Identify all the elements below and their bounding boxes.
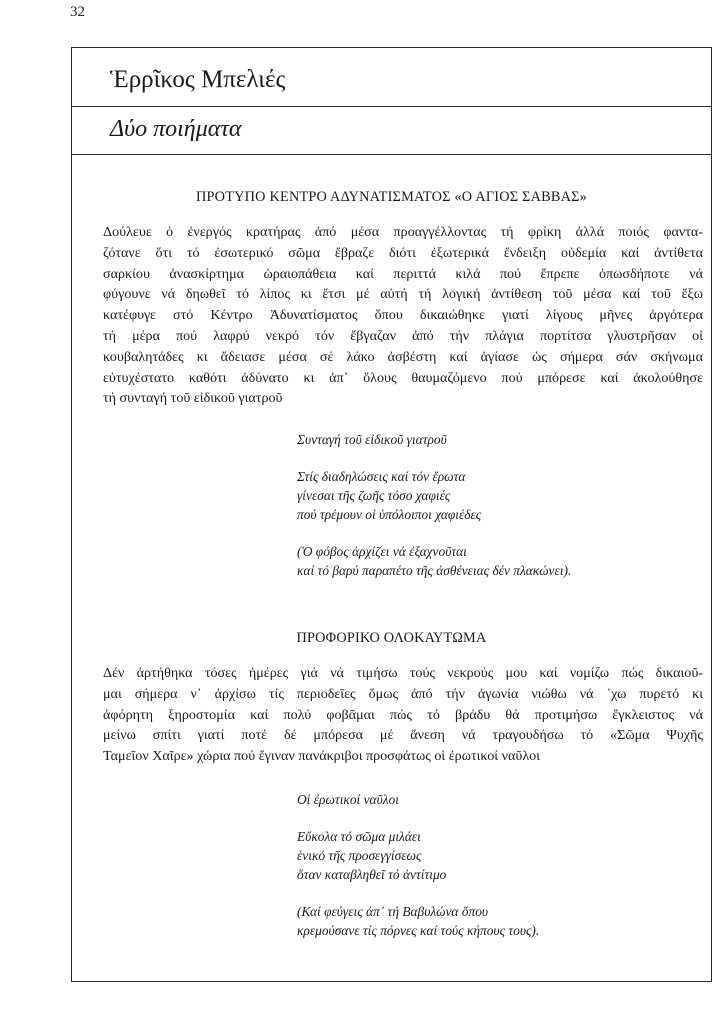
prose-line: εὐτυχέστατο καθότι ἀδύνατο κι ἀπ᾽ ὅλους θαυμαζόμενο πού μπόρεσε καί ἀκολούθησε [103,369,703,386]
verse-line: ἑνικό τῆς προσεγγίσεως [297,848,422,863]
content-frame [71,47,712,982]
prose-line: φύγουνε νά δηωθεῖ τό λίπος κι ἔτσι μέ αὐτή τή λογική ἀντίθεση τοῦ μέσα καί τοῦ ἔξω [103,286,703,303]
prose-line: Δέν ἀρτήθηκα τόσες ἡμέρες γιά νά τιμήσω τούς νεκρούς μου καί νομίζω πώς δικαιοῦ- [103,665,703,681]
verse-line: κρεμούσανε τίς πόρνες καί τούς κήπους τους). [297,923,540,938]
verse-line: (Ὁ φόβος ἀρχίζει νά ἐξαχνοῦται [297,544,467,559]
poem-2-prose [103,663,703,767]
author-row [72,48,711,107]
prose-line: κουβαλητάδες κι ἄδειασε μέσα σέ λάκο ἀσβέστη καί ἁγίασε ὡς σήμερα σάν σκήνωμα [103,348,703,365]
verse-line: Στίς διαδηλώσεις καί τόν ἔρωτα [297,469,466,484]
prose-line: τή μέρα πού λαφρύ νεκρό τόν ἔβγαζαν ἀπό τήν πλάγια πορτίτσα γλυστρῆσαν οἱ [103,327,703,344]
verse-line: γίνεσαι τῆς ζωῆς τόσο χαφιές [297,488,451,503]
prose-line: ἀφόρητη ξηροστομία καί πολύ φοβᾶμαι πώς τό βράδυ θά προτιμήσω ἔγκλειστος νά [103,706,703,723]
verse-line: ὅταν καταβληθεῖ τό ἀντίτιμο [297,867,447,882]
verse-heading: Οἱ ἐρωτικοί ναῦλοι [297,792,399,807]
poem-1-prose [103,222,703,409]
prose-line: μείνω σπίτι γιατί ποτέ δέ μπόρεσα μέ ἄνεση νά τραγουδήσω τό «Σῶμα Ψυχῆς [103,727,703,744]
prose-line: μαι σήμερα ν᾽ ἀρχίσω τίς περιοδεῖες ὅμως ἀπό τήν ἀγωνία νιώθω νά ᾽χω πυρετό κι [103,685,703,702]
prose-line: Δούλευε ὁ ἐνεργός κρατήρας ἀπό μέσα προαγγέλλοντας τή φρίκη ἀλλά ποιός φαντα- [103,224,703,240]
collection-subtitle: Δύο ποιήματα [110,116,242,142]
verse-line: καί τό βαρύ παραπέτο τῆς ἀσθένειας δέν πλακώνει). [297,563,572,578]
verse-line: Εὔκολα τό σῶμα μιλάει [297,829,421,844]
poem-2-verse [297,790,539,940]
prose-line: κατέφυγε στό Κέντρο Ἀδυνατίσματος ὅπου δικαιώθηκε γιατί λίγους μῆνες ἀργότερα [103,307,703,324]
poem-2-title: ΠΡΟΦΟΡΙΚΟ ΟΛΟΚΑΥΤΩΜΑ [296,630,487,646]
subtitle-row [72,106,711,155]
author-name: Ἑρρῖκος Μπελιές [110,66,286,93]
prose-line: ζότανε ὅτι τό ἐσωτερικό σῶμα ἔβραζε διότι ἐξωτερικά ἔνδειξη οὐδεμία καί ἀντίθετα [103,244,703,261]
prose-line: τή συνταγή τοῦ εἰδικοῦ γιατροῦ [103,390,283,407]
verse-heading: Συνταγή τοῦ εἰδικοῦ γιατροῦ [297,432,447,447]
prose-line: Ταμεῖον Χαῖρε» χώρια πού ἔγιναν πανάκριβοι προσφάτως οἱ ἐρωτικοί ναῦλοι [103,748,540,765]
verse-line: πού τρέμουν οἱ ὑπόλοιποι χαφιέδες [297,507,482,522]
verse-line: (Καί φεύγεις ἀπ᾽ τή Βαβυλώνα ὅπου [297,904,489,919]
page-number: 32 [70,4,85,20]
prose-line: σαρκίου ἀνασκίρτημα ὡραιοπάθεια καί περιττά κιλά πού ἔπρεπε ὁπωσδήποτε νά [103,265,703,282]
poem-1-title: ΠΡΟΤΥΠΟ ΚΕΝΤΡΟ ΑΔΥΝΑΤΙΣΜΑΤΟΣ «Ο ΑΓΙΟΣ ΣΑΒΒΑΣ» [196,189,587,205]
poem-1-verse [297,430,571,580]
